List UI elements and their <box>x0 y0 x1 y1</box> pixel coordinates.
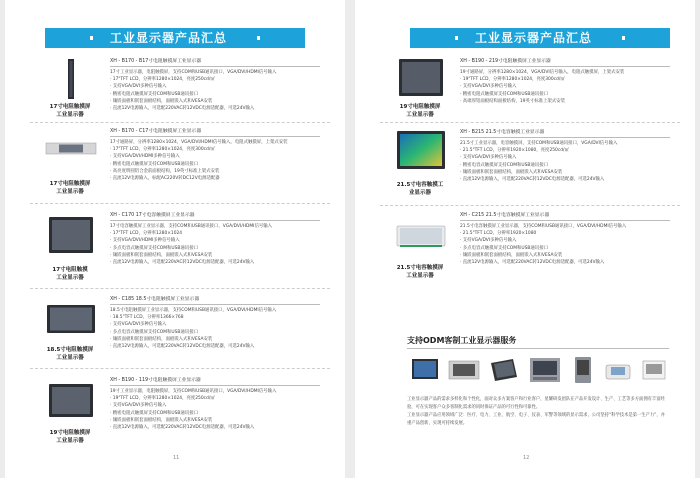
spec-line: · 支持VGA/DVI多种信号输入 <box>110 322 167 328</box>
spec-line: 17寸电容触摸屏工业显示器，支持COM和USB通讯接口，VGA/DVI/HDMI信号输入 <box>110 224 273 229</box>
spec-title: XH - B215 21.5寸电容触摸工业显示器 <box>460 130 545 135</box>
spec-line: · 21.5"TFT LCD，分辨率1920×1080，亮度250cd/㎡ <box>460 148 569 154</box>
product-caption: 19寸电阻触摸屏 工业显示器 <box>49 430 91 444</box>
page-number: 12 <box>523 455 530 461</box>
spec-title: XH - C170 17寸电容触摸屏工业显示器 <box>110 213 195 218</box>
spec-line: · 17"TFT LCD，分辨率1280×1024 <box>110 231 183 237</box>
page-number: 11 <box>173 455 180 461</box>
spec-line: · 支持VGA/DVI多种信号输入 <box>460 155 517 161</box>
product-image <box>395 58 447 98</box>
spec-line: · 镶嵌面板和嵌套面板结构，面板嵌入式和VESA安装 <box>460 252 563 258</box>
spec-line: 17寸工业显示器，电阻触摸屏，支持COM和USB通讯接口，VGA/DVI/HDMI信号输入 <box>110 70 277 75</box>
spec-line: · 19"TFT LCD，分辨率1280×1024，亮度250cd/㎡ <box>110 396 215 402</box>
spec-title: XH - B190 - 219寸电阻触摸屏工业显示器 <box>460 59 551 64</box>
spec-line: · 直流12V电源输入，可选配220VAC转12VDC电源适配器，可选24V输入 <box>110 106 255 112</box>
odm-product-image <box>527 355 563 385</box>
product-caption: 19寸电阻触摸屏 工业显示器 <box>399 104 441 118</box>
banner-accent-right <box>622 36 625 40</box>
spec-line: · 直流12V电源输入，标配AC220V转DC12V电源适配器 <box>110 176 220 182</box>
odm-product-image <box>447 355 481 385</box>
product-specs <box>460 58 680 105</box>
spec-line: · 支持VGA/DVI多种信号输入 <box>110 84 167 90</box>
product-image <box>395 224 447 250</box>
odm-section-title: 支持ODM客制工业显示器服务 <box>407 336 517 345</box>
banner-accent-left <box>90 36 93 40</box>
right-page <box>355 0 695 478</box>
product-caption: 18.5寸电阻触摸屏 工业显示器 <box>46 347 94 361</box>
spec-line: · 直流12V电源输入，可选配220VAC转12VDC电源适配器，可选24V输入 <box>110 260 255 266</box>
spec-line: · 支持VGA/DVI多种信号输入 <box>460 84 517 90</box>
banner-accent-left <box>455 36 458 40</box>
odm-product-image <box>569 355 597 385</box>
spec-line: · 精密电阻式触摸屏支持COM和USB通讯接口 <box>460 91 548 97</box>
spec-line: · 镶嵌面板和嵌套面板结构，面板嵌入式和VESA安装 <box>110 417 213 423</box>
product-caption: 17寸电阻触摸屏 工业显示器 <box>49 104 91 118</box>
product-specs <box>110 377 330 431</box>
product-specs <box>110 58 330 112</box>
spec-line: · 21.5"TFT LCD，分辨率1920×1080 <box>460 231 537 237</box>
odm-product-image <box>603 355 633 385</box>
spec-line: · 镶嵌面板和嵌套面板结构，面板嵌入式和VESA安装 <box>110 336 213 342</box>
product-caption: 17寸电阻触摸 工业显示器 <box>52 267 88 281</box>
spec-line: · 17"TFT LCD，分辨率1280×1024，亮度250cd/㎡ <box>110 77 215 83</box>
page-title-banner <box>45 28 305 48</box>
odm-description: 工业显示器产品的需求多样化和个性化，面对众多方案客户和行业客户，星耀研发团队在产品开发设计、生产、工艺等多方面拥有丰富经验，可在实现客户众多客制化需求的同时保证产品的可行性和可靠性。 工业显示器产品应用领域广泛：医疗、电力、工业、航空、电子、仪表、军警等领域的显示需求，公司坚持“科学技术是第一生产力”，并重产品创新，实现可持续发展。 <box>407 397 665 426</box>
spec-line: · 多点电容式触摸屏支持COM和USB通讯接口 <box>110 245 198 251</box>
spec-line: · 精密电阻式触摸屏支持COM和USB通讯接口 <box>110 161 198 167</box>
spec-line: 18.5寸电阻触摸屏工业显示器，支持COM和USB通讯接口，VGA/DVI/HDMI信号输入 <box>110 308 277 313</box>
spec-title: XH - C215 21.5寸电容触摸屏工业显示器 <box>460 213 550 218</box>
spec-line: · 直流12V电源输入，可选配220VAC转12VDC电源适配器，可选24V输入 <box>110 425 255 431</box>
product-specs <box>110 212 330 266</box>
spec-line: 19寸通路屏，分辨率1280×1024，VGA/DVI信号输入，电阻式触摸屏，上架式安装 <box>460 70 625 75</box>
spec-line: · 镶嵌面板和嵌套面板结构，面板嵌入式和VESA安装 <box>110 252 213 258</box>
product-image <box>45 383 97 419</box>
spec-line: · 直流12V电源输入，可选配220VAC转12VDC电源适配器，可选24V输入 <box>460 177 605 183</box>
spec-title: XH - B190 - 119寸电阻触摸屏工业显示器 <box>110 378 201 383</box>
product-specs <box>110 128 330 182</box>
spec-line: 17寸通路屏，分辨率1280×1024，VGA/DVI/HDMI信号输入，电阻式触摸屏，上架式安装 <box>110 140 288 145</box>
product-specs <box>460 212 680 266</box>
product-image <box>395 129 447 173</box>
page-title-banner <box>410 28 670 48</box>
spec-line: · 高亮度明圆铝合金前面板结构，19英寸标准上架式安装 <box>110 168 220 174</box>
spec-line: 21.5寸电容触摸屏工业显示器，支持COM和USB通讯接口，VGA/DVI/HDMI信号输入 <box>460 224 627 229</box>
page-title: 工业显示器产品汇总 <box>110 31 228 45</box>
spec-line: · 直流12V电源输入，可选配220VAC转12VDC电源适配器，可选24V输入 <box>460 260 605 266</box>
spec-line: · 精密电容式触摸屏支持COM和USB通讯接口 <box>460 162 548 168</box>
product-image <box>45 58 97 100</box>
spec-line: 21.5寸工业显示器，电容触摸屏，支持COM和USB通讯接口，VGA/DVI信号输入 <box>460 141 618 146</box>
spec-line: · 镶嵌面板和嵌套面板结构，面板嵌入式和VESA安装 <box>110 98 213 104</box>
odm-product-image <box>410 355 440 385</box>
banner-accent-right <box>257 36 260 40</box>
spec-line: · 支持VGA/DVI/HDMI多种信号输入 <box>110 238 180 244</box>
spec-line: · 19"TFT LCD，分辨率1280×1024，亮度300cd/㎡ <box>460 77 565 83</box>
spec-line: · 镶嵌面板和嵌套面板结构，面板嵌入式和VESA安装 <box>460 169 563 175</box>
spec-line: · 直流12V电源输入，可选配220VAC转12VDC电源适配器，可选24V输入 <box>110 344 255 350</box>
spec-line: · 多点电容式触摸屏支持COM和USB通讯接口 <box>460 245 548 251</box>
spec-line: 19寸工业显示器，电阻触摸屏，支持COM和USB通讯接口，VGA/DVI/HDMI信号输入 <box>110 389 277 394</box>
spec-line: · 精密电阻式触摸屏支持COM和USB通讯接口 <box>110 410 198 416</box>
product-image <box>45 138 97 158</box>
product-caption: 21.5寸电容触摸工 业显示器 <box>396 182 444 196</box>
spec-line: · 支持VGA/DVI多种信号输入 <box>110 403 167 409</box>
product-caption: 17寸电阻触摸屏 工业显示器 <box>49 181 91 195</box>
odm-product-image <box>487 355 521 385</box>
odm-product-image <box>639 355 669 385</box>
spec-line: · 支持VGA/DVI多种信号输入 <box>460 238 517 244</box>
left-page <box>5 0 345 478</box>
spec-line: · 多点电容式触摸屏支持COM和USB通讯接口 <box>110 329 198 335</box>
spec-line: · 精密电阻式触摸屏支持COM和USB通讯接口 <box>110 91 198 97</box>
spec-title: XH - B170 - C17寸电阻触摸屏工业显示器 <box>110 129 202 134</box>
product-image <box>45 216 97 256</box>
spec-line: · 支持VGA/DVI/HDMI多种信号输入 <box>110 154 180 160</box>
page-title: 工业显示器产品汇总 <box>475 31 593 45</box>
product-specs <box>110 296 330 350</box>
product-caption: 21.5寸电容触摸屏 工业显示器 <box>396 265 444 279</box>
spec-title: XH - C185 18.5寸电阻触摸屏工业显示器 <box>110 297 200 302</box>
spec-line: · 17"TFT LCD，分辨率1280×1024，亮度300cd/㎡ <box>110 147 215 153</box>
spec-line: · 18.5"TFT LCD，分辨率1366×768 <box>110 315 184 321</box>
spec-title: XH - B170 - B17寸电阻触摸屏工业显示器 <box>110 59 202 64</box>
product-image <box>45 304 97 334</box>
spec-line: · 高端厚铝面板结构面板结构，19英寸标准上架式安装 <box>460 98 565 104</box>
product-specs <box>460 129 680 183</box>
